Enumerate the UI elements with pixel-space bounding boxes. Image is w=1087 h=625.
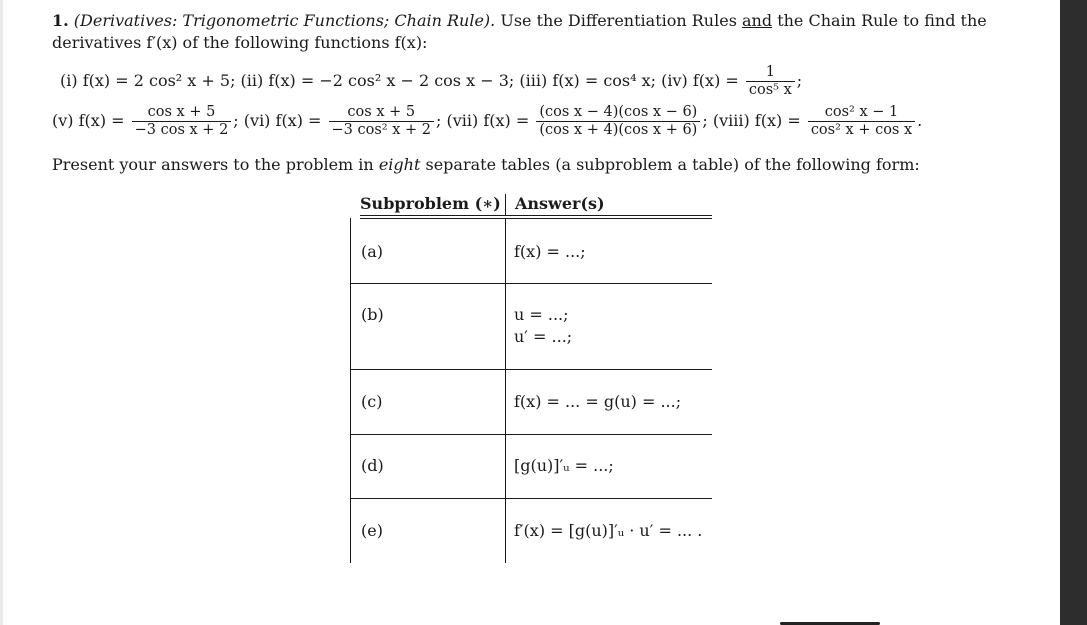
fraction-v — [132, 104, 232, 139]
row-b-answer: u = ...; — [514, 305, 569, 324]
label-viii: (viii) — [712, 111, 750, 130]
numerator-vi: cos x + 5 — [347, 104, 416, 120]
present-instructions — [52, 155, 920, 174]
denominator-viii: cos² x + cos x — [808, 121, 915, 139]
present-before: Present your answers to the problem in — [52, 155, 374, 174]
fraction-vi — [329, 104, 434, 139]
and-underlined: and — [742, 11, 773, 30]
row-d-label: (d) — [361, 456, 384, 475]
expr-ii: f(x) = −2 cos² x − 2 cos x − 3; — [268, 71, 515, 90]
row-separator-3 — [350, 434, 712, 435]
label-iii: (iii) — [519, 71, 548, 90]
table-header-answers: Answer(s) — [515, 194, 605, 213]
expr-iii: f(x) = cos⁴ x; — [552, 71, 657, 90]
row-e-answer: f′(x) = [g(u)]′ᵤ · u′ = ... . — [514, 521, 703, 540]
denominator-v: −3 cos x + 2 — [132, 121, 232, 139]
label-iv: (iv) — [661, 71, 688, 90]
table-header-subproblem: Subproblem (∗) — [360, 194, 501, 213]
row-d-answer: [g(u)]′ᵤ = ...; — [514, 456, 614, 475]
label-ii: (ii) — [240, 71, 264, 90]
label-vi: (vi) — [243, 111, 271, 130]
fraction-viii — [808, 104, 915, 139]
denominator-vii: (cos x + 4)(cos x + 6) — [536, 121, 700, 139]
functions-row-1: (i) f(x) = 2 cos² x + 5; (ii) f(x) = −2 cos² x − 2 cos x − 3; (iii) f(x) = cos⁴ x; (iv) f(x) = $\frac{1}{\text{cos⁵ x}}$ ; — [60, 64, 803, 98]
table-left-border — [350, 218, 351, 563]
row-b-label: (b) — [361, 305, 384, 324]
lhs-v: f(x) = — [78, 111, 125, 130]
row-e-label: (e) — [361, 521, 383, 540]
present-eight: eight — [378, 155, 421, 174]
row-a-answer: f(x) = ...; — [514, 242, 586, 261]
header-rule-top — [360, 215, 712, 216]
problem-text-before: Use the Differentiation Rules — [500, 11, 737, 30]
row-c-label: (c) — [361, 392, 383, 411]
scrollbar-area[interactable] — [1060, 0, 1087, 625]
label-i: (i) — [60, 71, 78, 90]
fraction-vii — [536, 104, 700, 139]
problem-number: 1. — [52, 11, 69, 30]
left-edge — [0, 0, 3, 625]
row-a-label: (a) — [361, 242, 384, 261]
lhs-vii: f(x) = — [483, 111, 530, 130]
row-c-answer: f(x) = ... = g(u) = ...; — [514, 392, 682, 411]
present-after: separate tables (a subproblem a table) of the following form: — [425, 155, 920, 174]
label-vii: (vii) — [446, 111, 479, 130]
fraction-iv — [746, 64, 795, 99]
lhs-vi: f(x) = — [275, 111, 322, 130]
problem-line2: derivatives f′(x) of the following functions f(x): — [52, 33, 428, 52]
functions-row-2: (v) f(x) = $\frac{\text{cos x + 5}}{\text{−3 cos x + 2}}$ ; (vi) f(x) = $\frac{\text{cos x + 5}}{\text{−3 cos² x + 2}}$ ; (vii) f(x) = $\frac{\text{(cos x − 4)(cos x − 6)}}{\text{(cos x + 4)(cos x + 6)}}$ ; (viii) f(x) = $\frac{\text{cos² x − 1}}{\text{cos² x + cos x}}$ . — [52, 104, 923, 138]
lhs-iv: f(x) = — [692, 71, 739, 90]
numerator-vii: (cos x − 4)(cos x − 6) — [539, 104, 698, 120]
problem-statement — [52, 10, 1032, 54]
row-separator-4 — [350, 498, 712, 499]
numerator-viii: cos² x − 1 — [824, 104, 899, 120]
numerator-iv: 1 — [765, 64, 775, 80]
denominator-vi: −3 cos² x + 2 — [329, 121, 434, 139]
problem-text-after: the Chain Rule to find the — [777, 11, 987, 30]
label-v: (v) — [52, 111, 74, 130]
header-divider — [505, 194, 506, 216]
expr-i: f(x) = 2 cos² x + 5; — [82, 71, 236, 90]
row-separator-2 — [350, 369, 712, 370]
problem-topic: (Derivatives: Trigonometric Functions; Chain Rule). — [73, 11, 496, 30]
table-column-divider — [505, 218, 506, 563]
row-b-answer-2: u′ = ...; — [514, 327, 573, 346]
row-separator-1 — [350, 283, 712, 284]
header-rule-bottom — [360, 218, 712, 219]
numerator-v: cos x + 5 — [147, 104, 216, 120]
denominator-iv: cos⁵ x — [746, 81, 795, 99]
lhs-viii: f(x) = — [754, 111, 801, 130]
